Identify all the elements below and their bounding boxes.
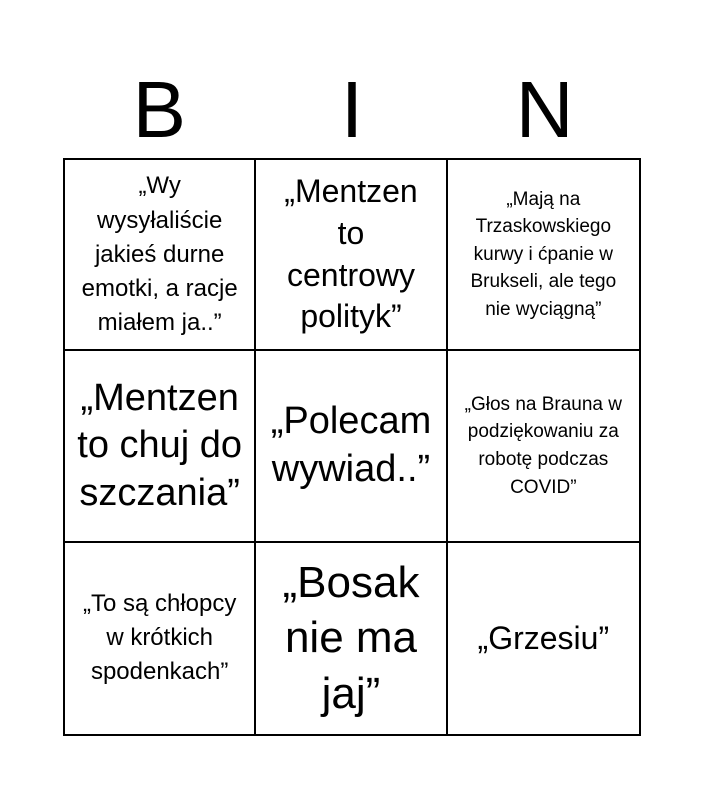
- bingo-cell-8[interactable]: [256, 543, 447, 734]
- bingo-cell-7[interactable]: [65, 543, 256, 734]
- bingo-cell-text: „Grzesiu”: [477, 619, 610, 656]
- bingo-cell-5[interactable]: [256, 351, 447, 542]
- bingo-cell-text: „Bosak nie ma jaj”: [282, 557, 420, 719]
- header-letter-i: I: [340, 65, 364, 154]
- header-letter-b: B: [132, 65, 186, 154]
- bingo-grid: [63, 158, 641, 736]
- header-letter-n: N: [515, 65, 574, 154]
- bingo-cell-text: „Mają na Trzaskowskiego kurwy i ćpanie w Brukseli, ale tego nie wyciągną”: [470, 188, 617, 320]
- bingo-cell-text: „Polecam wywiad..”: [270, 400, 432, 490]
- bingo-cell-text: „Głos na Brauna w podziękowaniu za robotę podczas COVID”: [464, 393, 622, 498]
- bingo-header: [63, 62, 641, 158]
- bingo-cell-text: „Mentzen to chuj do szczania”: [77, 376, 243, 514]
- bingo-cell-text: „To są chłopcy w krótkich spodenkach”: [82, 590, 237, 686]
- bingo-cell-6[interactable]: [448, 351, 639, 542]
- bingo-cell-3[interactable]: [448, 160, 639, 351]
- bingo-cell-2[interactable]: [256, 160, 447, 351]
- bingo-cell-9[interactable]: [448, 543, 639, 734]
- bingo-cell-text: „Wy wysyłaliście jakieś durne emotki, a racje miałem ja..”: [81, 172, 238, 336]
- bingo-cell-4[interactable]: [65, 351, 256, 542]
- bingo-cell-1[interactable]: [65, 160, 256, 351]
- bingo-cell-text: „Mentzen to centrowy polityk”: [284, 173, 418, 335]
